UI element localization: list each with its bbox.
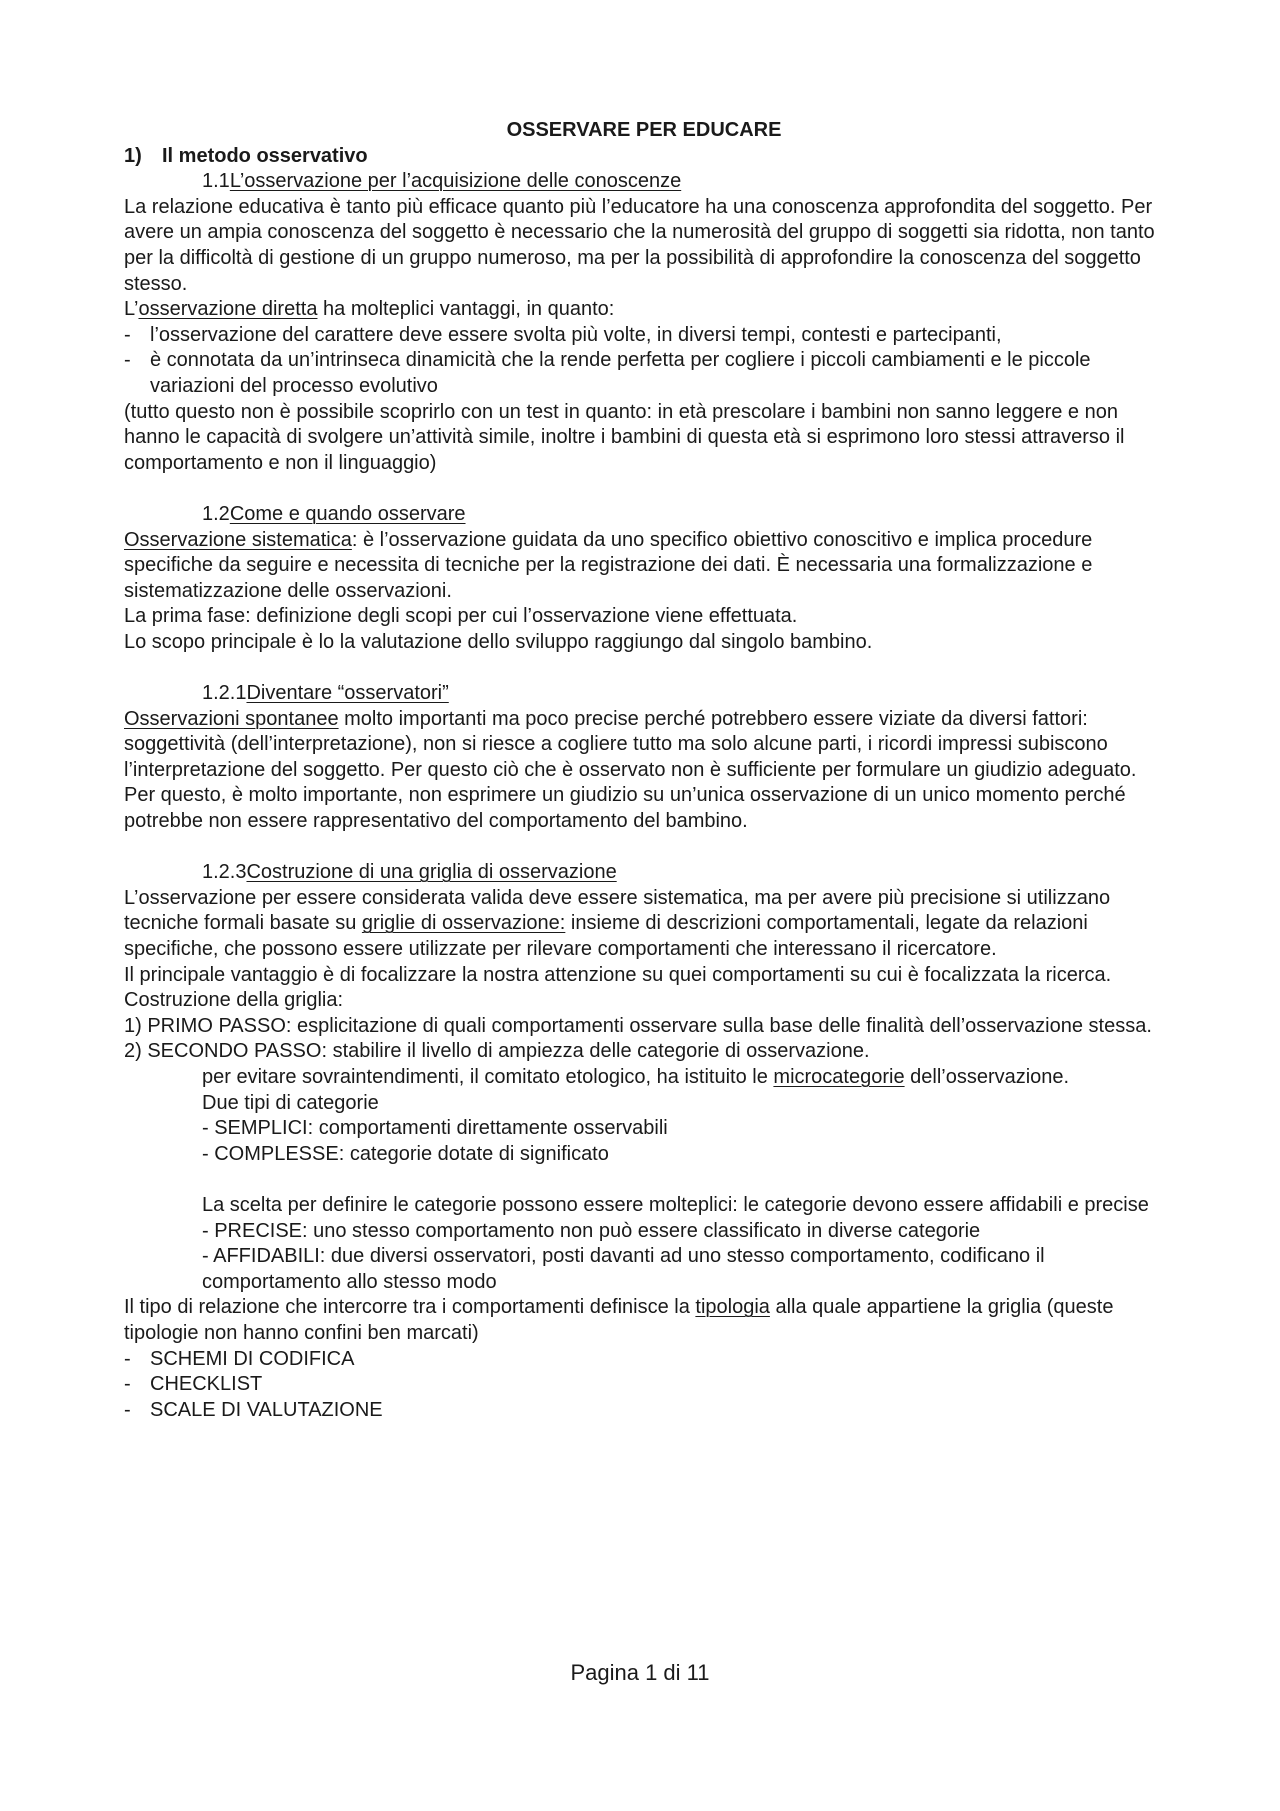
subsection-title: Diventare “osservatori” (246, 682, 449, 705)
subsection-number: 1.2 (202, 502, 230, 525)
paragraph: Per questo, è molto importante, non esprimere un giudizio su un’unica osservazione di un unico momento perché potrebbe non essere rappresentativo del comportamento del bambino. (124, 784, 1126, 833)
paragraph: Il principale vantaggio è di focalizzare la nostra attenzione su quei comportamenti su cui è focalizzata la ricerca. (124, 963, 1112, 986)
list-item: - SCHEMI DI CODIFICA (124, 1347, 355, 1370)
underlined-term: osservazione diretta (138, 298, 318, 321)
indented-paragraph: per evitare sovraintendimenti, il comitato etologico, ha istituito le microcategorie dell’osservazione. (202, 1065, 1070, 1088)
subsection-number: 1.2.1 (202, 682, 247, 705)
underlined-term: microcategorie (773, 1065, 905, 1088)
page-number-footer: Pagina 1 di 11 (570, 1660, 710, 1685)
paragraph: Osservazione sistematica: è l’osservazione guidata da uno specifico obiettivo conoscitivo e implica procedure specifiche da seguire e necessita di tecniche per la registrazione dei dati. È necessaria una formalizzazione e sistematizzazione delle osservazioni. (124, 528, 1093, 602)
section-heading (124, 144, 1164, 170)
section-number: 1) (124, 144, 142, 167)
list-item: - l’osservazione del carattere deve essere svolta più volte, in diversi tempi, contesti e partecipanti, (124, 323, 1002, 346)
indented-list-item: - COMPLESSE: categorie dotate di significato (202, 1142, 609, 1165)
list-item: - è connotata da un’intrinseca dinamicità che la rende perfetta per cogliere i piccoli cambiamenti e le piccole variazioni del processo evolutivo (124, 349, 1091, 397)
indented-list-item: - PRECISE: uno stesso comportamento non può essere classificato in diverse categorie (202, 1219, 981, 1242)
paragraph: L’osservazione per essere considerata valida deve essere sistematica, ma per avere più precisione si utilizzano tecniche formali basate su griglie di osservazione: insieme di descrizioni comportamentali, legate da relazioni specifiche, che possono essere utilizzate per rilevare comportamenti che interessano il ricercatore. (124, 886, 1111, 960)
subsection-heading-1-2-1 (124, 681, 1164, 707)
list-item: - CHECKLIST (124, 1373, 263, 1396)
paragraph: Lo scopo principale è lo la valutazione dello sviluppo raggiungo dal singolo bambino. (124, 630, 873, 653)
step-item: 2) SECONDO PASSO: stabilire il livello di ampiezza delle categorie di osservazione. (124, 1040, 870, 1063)
paragraph: La relazione educativa è tanto più efficace quanto più l’educatore ha una conoscenza approfondita del soggetto. Per avere un ampia conoscenza del soggetto è necessario che la numerosità del gruppo di soggetti sia ridotta, non tanto per la difficoltà di gestione di un gruppo numeroso, ma per la possibilità di approfondire la conoscenza del soggetto stesso. (124, 195, 1155, 295)
document-page (124, 118, 1164, 1423)
paragraph: Costruzione della griglia: (124, 989, 344, 1012)
subsection-heading-1-1 (124, 169, 1164, 195)
indented-paragraph: La scelta per definire le categorie possono essere molteplici: le categorie devono essere affidabili e precise (202, 1193, 1149, 1216)
subsection-title: Come e quando osservare (229, 502, 466, 525)
section-title: Il metodo osservativo (162, 144, 368, 167)
list-item: - SCALE DI VALUTAZIONE (124, 1398, 383, 1421)
subsection-heading-1-2-3 (124, 860, 1164, 886)
paragraph: (tutto questo non è possibile scoprirlo con un test in quanto: in età prescolare i bambini non sanno leggere e non hanno le capacità di svolgere un’attività simile, inoltre i bambini di questa età si esprimono loro stessi attraverso il comportamento e non il linguaggio) (124, 400, 1125, 474)
paragraph: La prima fase: definizione degli scopi per cui l’osservazione viene effettuata. (124, 605, 798, 628)
indented-list-item: - AFFIDABILI: due diversi osservatori, posti davanti ad uno stesso comportamento, codificano il comportamento allo stesso modo (202, 1245, 1045, 1293)
underlined-term: Osservazione sistematica (124, 528, 352, 551)
underlined-term: griglie di osservazione: (361, 912, 566, 935)
step-item: 1) PRIMO PASSO: esplicitazione di quali comportamenti osservare sulla base delle finalità dell’osservazione stessa. (124, 1014, 1152, 1037)
indented-paragraph: Due tipi di categorie (202, 1091, 379, 1114)
paragraph: Osservazioni spontanee molto importanti ma poco precise perché potrebbero essere viziate da diversi fattori: soggettività (dell’interpretazione), non si riesce a cogliere tutto ma solo alcune parti, i ricordi impressi subiscono l’interpretazione del soggetto. Per questo ciò che è osservato non è sufficiente per formulare un giudizio adeguato. (124, 707, 1137, 781)
underlined-term: tipologia (695, 1296, 770, 1319)
subsection-title: Costruzione di una griglia di osservazione (246, 861, 617, 884)
paragraph: Il tipo di relazione che intercorre tra i comportamenti definisce la tipologia alla quale appartiene la griglia (queste tipologie non hanno confini ben marcati) (124, 1296, 1114, 1344)
subsection-heading-1-2 (124, 502, 1164, 528)
paragraph: L’osservazione diretta ha molteplici vantaggi, in quanto: (124, 298, 615, 321)
document-title: OSSERVARE PER EDUCARE (506, 119, 782, 141)
subsection-number: 1.2.3 (202, 861, 247, 884)
indented-list-item: - SEMPLICI: comportamenti direttamente osservabili (202, 1117, 668, 1140)
underlined-term: Osservazioni spontanee (124, 707, 339, 730)
subsection-number: 1.1 (202, 170, 230, 193)
subsection-title: L’osservazione per l’acquisizione delle conoscenze (229, 170, 682, 193)
